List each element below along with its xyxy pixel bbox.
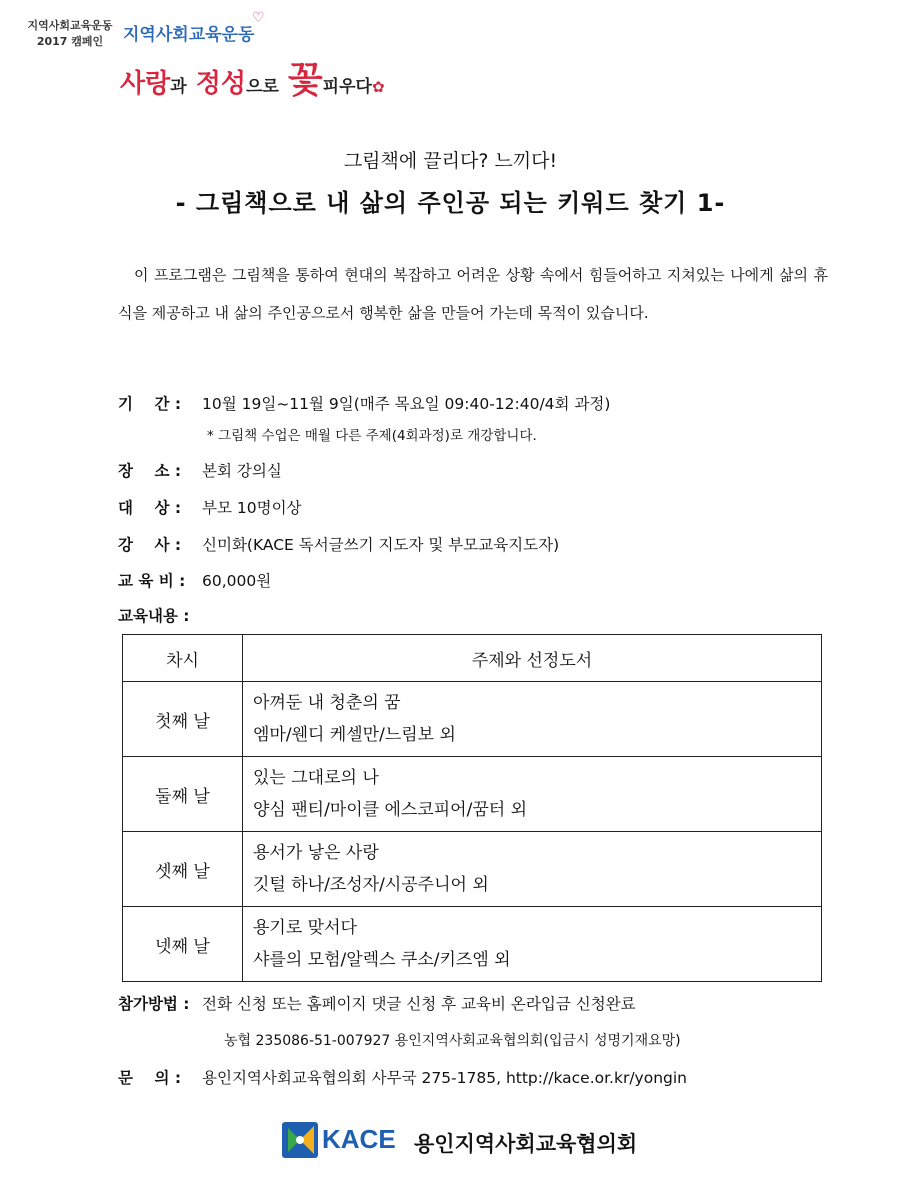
session-content — [243, 682, 822, 757]
slogan-part1: 사랑 — [120, 69, 171, 99]
period-label: 기 간 : — [118, 395, 182, 413]
campaign-slogan — [120, 52, 385, 103]
session-day: 넷째 날 — [123, 907, 243, 982]
table-row — [123, 682, 822, 757]
period-note: * 그림책 수업은 매월 다른 주제(4회과정)로 개강합니다. — [207, 428, 537, 444]
program-description — [118, 256, 828, 332]
content-label: 교육내용 : — [118, 607, 190, 625]
target-row — [118, 496, 302, 518]
instructor-label: 강 사 : — [118, 536, 182, 554]
fee-label: 교 육 비 : — [118, 572, 186, 590]
session-theme: 용기로 맞서다 — [253, 918, 357, 938]
application-value: 전화 신청 또는 홈페이지 댓글 신청 후 교육비 온라입금 신청완료 — [202, 995, 636, 1013]
header-theme: 주제와 선정도서 — [243, 635, 822, 682]
place-value: 본회 강의실 — [202, 462, 282, 480]
instructor-value: 신미화(KACE 독서글쓰기 지도자 및 부모교육지도자) — [202, 536, 560, 554]
session-books: 샤를의 모험/알렉스 쿠소/키즈엠 외 — [253, 950, 511, 970]
campaign-label-line2: 2017 캠페인 — [36, 35, 104, 48]
session-books: 엠마/웬디 케셀만/느림보 외 — [253, 725, 456, 745]
description-text: 이 프로그램은 그림책을 통하여 현대의 복잡하고 어려운 상황 속에서 힘들어하고 지쳐있는 나에게 삶의 휴식을 제공하고 내 삶의 주인공으로서 행복한 삶을 만들어 가는데 목적이 있습니다. — [118, 266, 828, 322]
session-day: 셋째 날 — [123, 832, 243, 907]
session-theme: 있는 그대로의 나 — [253, 768, 379, 788]
slogan-part2: 과 — [170, 77, 187, 97]
session-day: 첫째 날 — [123, 682, 243, 757]
session-day: 둘째 날 — [123, 757, 243, 832]
period-value: 10월 19일~11월 9일(매주 목요일 09:40-12:40/4회 과정) — [202, 395, 611, 413]
program-title: - 그림책으로 내 삶의 주인공 되는 키워드 찾기 1- — [175, 189, 726, 217]
session-content — [243, 832, 822, 907]
organization-name: 용인지역사회교육협의회 — [414, 1132, 638, 1156]
table-header-row — [123, 635, 822, 682]
slogan-part6: 피우다 — [322, 77, 372, 97]
content-row — [118, 604, 202, 626]
session-theme: 아껴둔 내 청춘의 꿈 — [253, 693, 401, 713]
campaign-label-line1: 지역사회교육운동 — [27, 19, 113, 32]
slogan-part5: 꽃 — [287, 60, 323, 101]
campaign-logo — [20, 10, 410, 100]
session-content — [243, 907, 822, 982]
table-row — [123, 832, 822, 907]
inquiry-value: 용인지역사회교육협의회 사무국 275-1785, http://kace.or.kr/yongin — [202, 1069, 688, 1087]
place-label: 장 소 : — [118, 462, 182, 480]
target-value: 부모 10명이상 — [202, 499, 302, 517]
header-session: 차시 — [123, 635, 243, 682]
slogan-part4: 으로 — [245, 77, 279, 97]
session-content — [243, 757, 822, 832]
place-row — [118, 459, 282, 481]
fee-value: 60,000원 — [202, 572, 272, 590]
campaign-subtitle: 지역사회교육운동 — [123, 25, 255, 45]
program-subtitle: 그림책에 끌리다? 느끼다! — [343, 150, 558, 172]
kace-logo-icon — [282, 1122, 318, 1158]
bank-account: 농협 235086-51-007927 용인지역사회교육협의회(입금시 성명기재요망) — [224, 1033, 681, 1049]
kace-wordmark: KACE — [322, 1124, 396, 1154]
inquiry-row — [118, 1066, 687, 1088]
session-books: 깃털 하나/조성자/시공주니어 외 — [253, 875, 489, 895]
slogan-part3: 정성 — [195, 69, 246, 99]
heart-icon: ♡ — [252, 10, 265, 26]
instructor-row — [118, 533, 559, 555]
campaign-label — [20, 18, 120, 50]
target-label: 대 상 : — [118, 499, 182, 517]
application-label: 참가방법 : — [118, 995, 190, 1013]
session-theme: 용서가 낳은 사랑 — [253, 843, 379, 863]
schedule-table — [122, 634, 822, 982]
inquiry-label: 문 의 : — [118, 1069, 182, 1087]
period-row — [118, 392, 610, 414]
flower-icon: ✿ — [371, 78, 385, 96]
application-row — [118, 992, 636, 1014]
table-row — [123, 907, 822, 982]
session-books: 양심 팬티/마이클 에스코피어/꿈터 외 — [253, 800, 527, 820]
fee-row — [118, 569, 271, 591]
table-row — [123, 757, 822, 832]
